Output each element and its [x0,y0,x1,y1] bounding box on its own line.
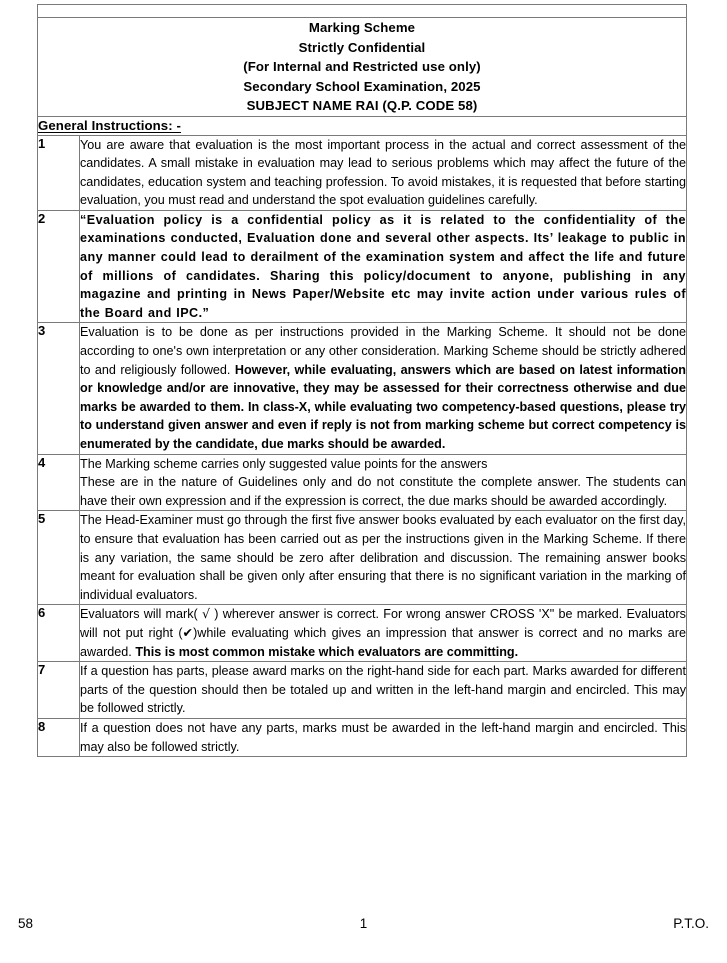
general-instructions-cell [38,116,687,135]
instruction-body [80,511,687,605]
table-row [38,210,687,323]
instruction-text-line2: These are in the nature of Guidelines only and do not constitute the complete answer. The students can have their own expression and if the expression is correct, the due marks should be awarded accordingly. [80,475,686,508]
instruction-text-part3: )while evaluating which gives an impression that answer is correct and no marks are awarded. [80,625,686,659]
top-spacer-cell [38,5,687,18]
instruction-body [80,323,687,454]
instruction-text-part1: Evaluators will mark( [80,607,202,622]
table-row [38,605,687,662]
marking-scheme-table [37,4,687,757]
table-row [38,662,687,719]
instruction-number: 7 [38,662,80,719]
instruction-number: 5 [38,511,80,605]
instruction-number: 2 [38,210,80,323]
footer-subject-code: 58 [18,916,34,931]
instruction-body [80,662,687,719]
instruction-number: 6 [38,605,80,662]
instruction-text: “Evaluation policy is a confidential policy as it is related to the confidentiality of the examinations conducted, Evaluation done and several other aspects. Its’ leakage to public in any manner could lead to derailment of the examination system and affect the life and future of millions of candidates. Sharing this policy/document to anyone, publishing in any magazine and printing in News Paper/Website etc may invite action under various rules of the Board and IPC.” [80,212,686,320]
instruction-text [80,323,686,453]
instruction-body [80,718,687,756]
title-line-2: Strictly Confidential [298,39,426,55]
title-line-1: Marking Scheme [308,20,416,35]
title-line-3: (For Internal and Restricted use only) [243,59,481,74]
instruction-text: If a question does not have any parts, marks must be awarded in the left-hand margin and encircled. This may also be followed strictly. [80,720,686,754]
check-mark-icon: ✔ [182,624,194,640]
instruction-number: 8 [38,718,80,756]
instruction-text-line1: The Marking scheme carries only suggested value points for the answers [80,456,488,471]
instruction-text [80,605,686,661]
table-row-general-instructions-heading [38,116,687,135]
table-row [38,718,687,756]
instruction-text: You are aware that evaluation is the most important process in the actual and correct assessment of the candidates. A small mistake in evaluation may lead to serious problems which may affect the future of the candidates, education system and teaching profession. To avoid mistakes, it is requested that before starting evaluation, you must read and understand the spot evaluation guidelines carefully. [80,137,686,208]
table-row [38,511,687,605]
page-footer [18,916,709,931]
footer-page-number: 1 [359,916,368,931]
instruction-number: 4 [38,454,80,511]
table-row [38,135,687,210]
table-row [38,323,687,454]
instruction-text-bold: However, while evaluating, answers which are based on latest information or knowledge and/or are innovative, they may be assessed for their correctness otherwise and due marks be awarded to them. In class-X, while evaluating two competency-based questions, please try to understand given answer and even if reply is not from marking scheme but correct competency is enumerated by the candidate, due marks should be awarded. [80,362,686,451]
instruction-text: The Head-Examiner must go through the first five answer books evaluated by each evaluator on the first day, to ensure that evaluation has been carried out as per the instructions given in the Marking Scheme. If there is any variation, the same should be zero after delibration and discussion. The remaining answer books meant for evaluation shall be given only after ensuring that there is no significant variation in the marking of individual evaluators. [80,513,686,602]
table-row [38,454,687,511]
title-line-4: Secondary School Examination, 2025 [243,78,481,94]
title-block [38,18,687,117]
table-row-top-spacer [38,5,687,18]
instruction-body [80,605,687,662]
instruction-body [80,210,687,323]
instruction-body [80,135,687,210]
instruction-text-part2: ) wherever answer is correct. For wrong answer CROSS 'X" be marked. Evaluators will not put right ( [80,607,686,640]
footer-pto-label: P.T.O. [673,916,709,931]
instruction-text-bold: This is most common mistake which evaluators are committing. [135,644,519,659]
instruction-text: If a question has parts, please award marks on the right-hand side for each part. Marks awarded for different parts of the question should then be totaled up and written in the left-hand margin and encircled. This may be followed strictly. [80,664,686,716]
title-line-5: SUBJECT NAME RAI (Q.P. CODE 58) [246,98,478,113]
instruction-number: 3 [38,323,80,454]
instruction-number: 1 [38,135,80,210]
radical-tick-icon: √ [201,606,210,622]
table-row-title [38,18,687,117]
general-instructions-heading: General Instructions: - [38,117,181,133]
instruction-body [80,454,687,511]
instruction-text-normal: Evaluation is to be done as per instructions provided in the Marking Scheme. It should not be done according to one's own interpretation or any other consideration. Marking Scheme should be strictly adhered to and religiously followed. [80,325,686,377]
